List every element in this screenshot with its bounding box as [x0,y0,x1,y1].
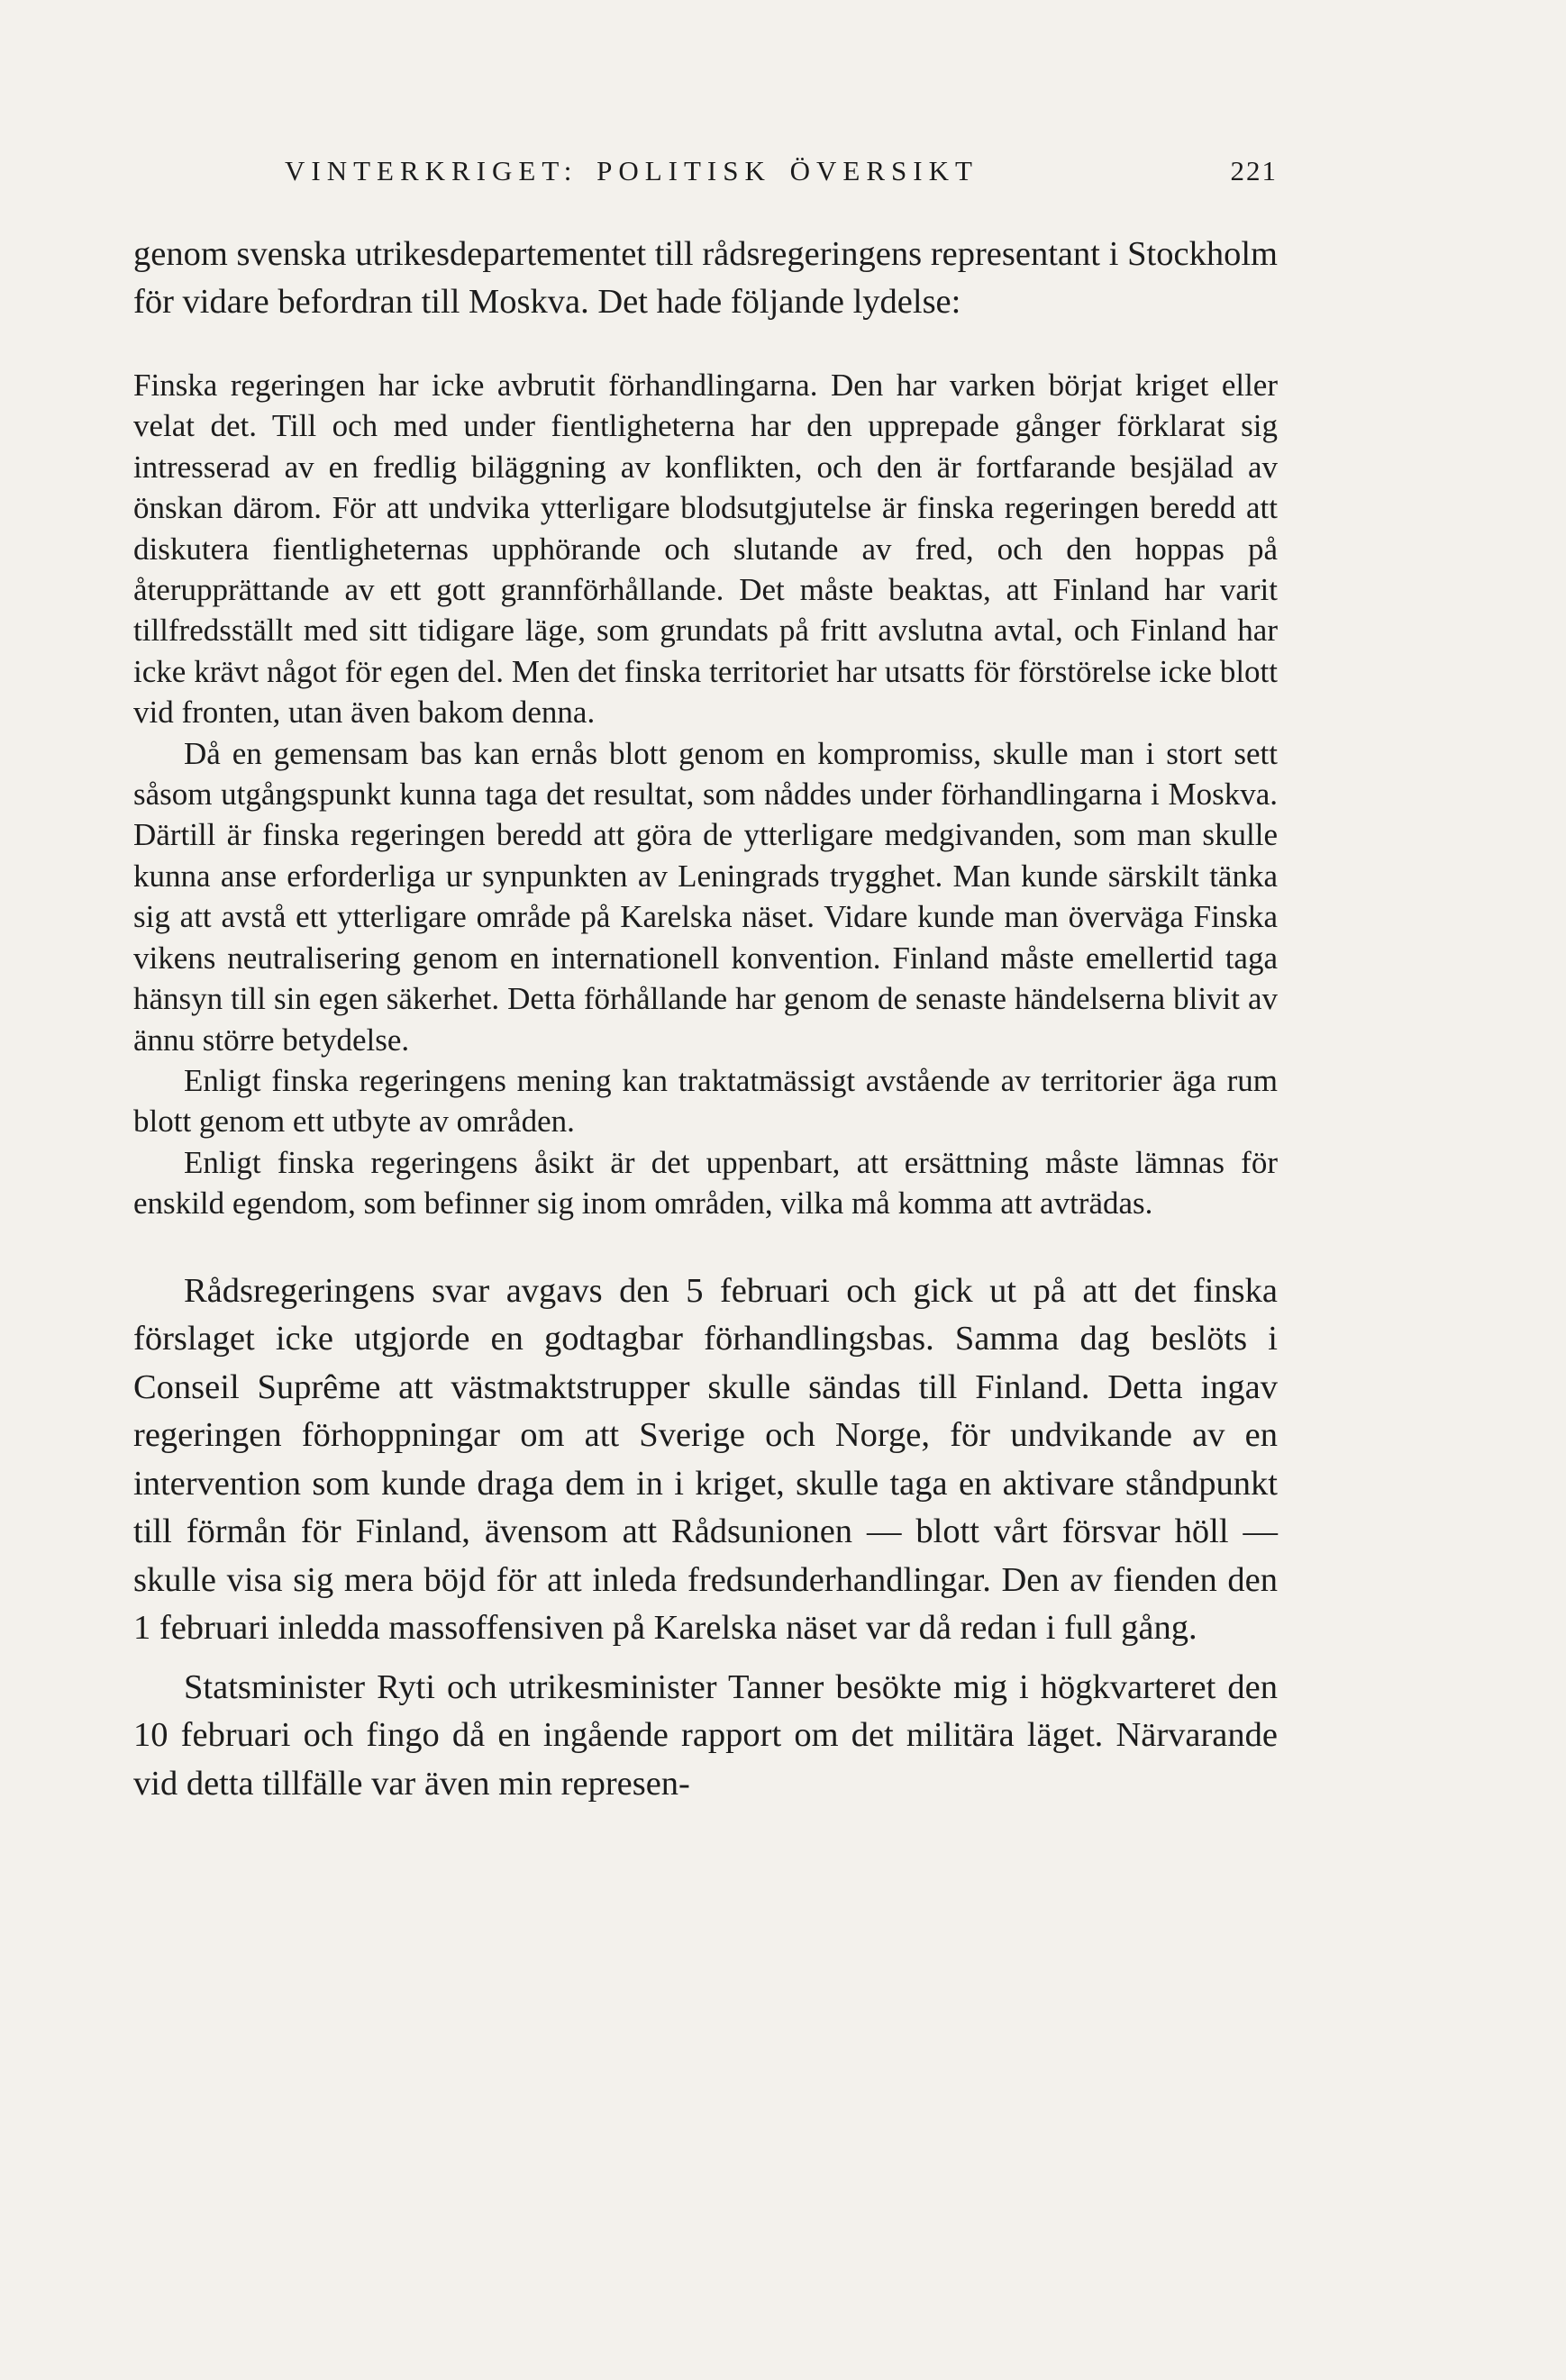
quoted-note [133,365,1278,1224]
running-header [133,144,1278,198]
page-number: 221 [1230,155,1278,186]
quote-paragraph: Då en gemensam bas kan ernås blott genom en kompromiss, skulle man i stort sett såsom utgångspunkt kunna taga det resultat, som nåddes under förhandlingarna i Moskva. Därtill är finska regeringen beredd att göra de ytterligare medgivanden, som man skulle kunna anse erforderliga ur synpunkten av Leningrads trygghet. Man kunde särskilt tänka sig att avstå ett ytterligare område på Karelska näset. Vidare kunde man överväga Finska vikens neutralisering genom en internationell konvention. Finland måste emellertid taga hänsyn till sin egen säkerhet. Detta förhållande har genom de senaste händelserna blivit av ännu större betydelse. [133,735,1278,1058]
book-page [133,144,1278,1808]
quote-paragraph: Enligt finska regeringens åsikt är det uppenbart, att ersättning måste lämnas för enskild egendom, som befinner sig inom områden, vilka må komma att avträdas. [133,1144,1278,1222]
body-paragraph: Rådsregeringens svar avgavs den 5 februari och gick ut på att det finska förslaget icke utgjorde en godtagbar förhandlingsbas. Samma dag beslöts i Conseil Suprême att västmaktstrupper skulle sändas till Finland. Detta ingav regeringen förhoppningar om att Sverige och Norge, för undvikande av en intervention som kunde draga dem in i kriget, skulle taga en aktivare ståndpunkt till förmån för Finland, ävensom att Rådsunionen — blott vårt försvar höll — skulle visa sig mera böjd för att inleda fredsunderhandlingar. Den av fienden den 1 februari inledda massoffensiven på Karelska näset var då redan i full gång. [133,1271,1278,1648]
body-text [133,1267,1278,1809]
body-paragraph: Statsminister Ryti och utrikesminister Tanner besökte mig i högkvarteret den 10 februari och fingo då en ingående rapport om det militära läget. Närvarande vid detta tillfälle var även min represen- [133,1667,1278,1803]
intro-paragraph: genom svenska utrikesdepartementet till rådsregeringens representant i Stockholm för vidare befordran till Moskva. Det hade följande lydelse: [133,235,1278,321]
quote-paragraph: Finska regeringen har icke avbrutit förhandlingarna. Den har varken börjat kriget eller velat det. Till och med under fientligheterna har den upprepade gånger förklarat sig intresserad av en fredlig biläggning av konflikten, och den är fortfarande besjälad av önskan därom. För att undvika ytterligare blodsutgjutelse är finska regeringen beredd att diskutera fientligheternas upphörande och slutande av fred, och den hoppas på återupprättande av ett gott grannförhållande. Det måste beaktas, att Finland har varit tillfredsställt med sitt tidigare läge, som grundats på fritt avslutna avtal, och Finland har icke krävt något för egen del. Men det finska territoriet har utsatts för förstörelse icke blott vid fronten, utan även bakom denna. [133,368,1278,731]
running-title: VINTERKRIGET: POLITISK ÖVERSIKT [285,155,979,186]
quote-paragraph: Enligt finska regeringens mening kan traktatmässigt avstående av territorier äga rum blott genom ett utbyte av områden. [133,1062,1278,1140]
intro-block [133,231,1278,326]
